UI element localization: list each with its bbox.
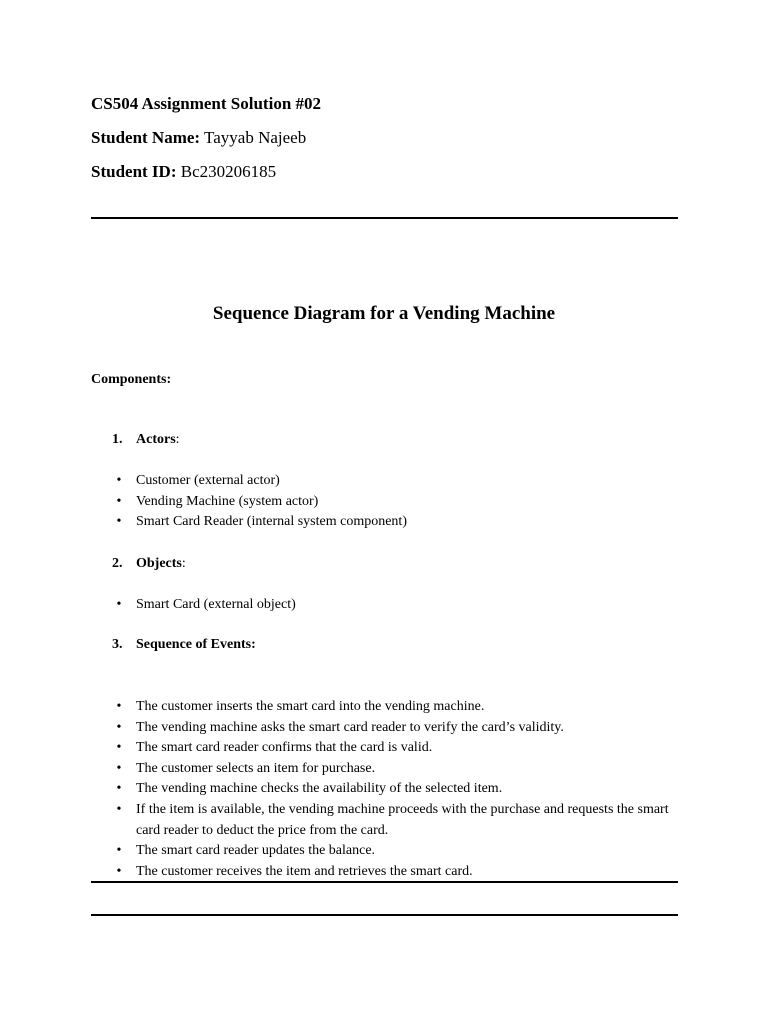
bullet-icon: • <box>116 597 122 612</box>
section-suffix: : <box>181 556 186 571</box>
list-item: • Smart Card (external object) <box>112 595 678 616</box>
list-item: • The customer inserts the smart card into the vending machine. <box>112 697 678 718</box>
section-number: 1. <box>112 432 123 447</box>
events-divider <box>91 881 678 883</box>
student-id-value: Bc230206185 <box>180 162 277 181</box>
list-item: • The smart card reader confirms that the card is valid. <box>112 738 678 759</box>
list-item: • The customer selects an item for purchase. <box>112 759 678 780</box>
bullet-icon: • <box>116 740 122 756</box>
actors-list <box>112 471 678 533</box>
section-actors-heading <box>112 430 180 450</box>
bullet-icon: • <box>116 514 122 530</box>
bullet-icon: • <box>116 473 122 488</box>
bullet-icon: • <box>116 843 122 859</box>
bullet-icon: • <box>116 699 122 714</box>
student-name-line <box>91 127 306 149</box>
list-item: • The customer receives the item and retrieves the smart card. <box>112 862 678 883</box>
list-item: • If the item is available, the vending machine proceeds with the purchase and requests the smart card reader to deduct the price from the card. <box>112 800 678 841</box>
student-id-label: Student ID: <box>91 162 177 181</box>
list-item: • The vending machine asks the smart card reader to verify the card’s validity. <box>112 718 678 739</box>
list-item: • Customer (external actor) <box>112 471 678 492</box>
footer-divider <box>91 914 678 916</box>
section-number: 3. <box>112 637 123 652</box>
list-item: • The smart card reader updates the balance. <box>112 841 678 862</box>
bullet-icon: • <box>116 493 122 509</box>
student-name-label: Student Name: <box>91 128 201 147</box>
header-divider <box>91 217 678 219</box>
components-heading: Components: <box>91 372 172 387</box>
section-label: Objects <box>136 556 182 571</box>
list-item: • Vending Machine (system actor) <box>112 492 678 513</box>
list-item: • The vending machine checks the availability of the selected item. <box>112 779 678 800</box>
section-number: 2. <box>112 556 123 571</box>
bullet-icon: • <box>116 760 122 776</box>
events-list <box>112 697 678 882</box>
list-item: • Smart Card Reader (internal system component) <box>112 512 678 533</box>
section-events-heading <box>112 635 256 655</box>
bullet-icon: • <box>116 801 122 817</box>
document-title: Sequence Diagram for a Vending Machine <box>212 303 556 324</box>
bullet-icon: • <box>116 863 122 879</box>
section-label: Sequence of Events: <box>136 637 256 652</box>
section-label: Actors <box>136 432 176 447</box>
assignment-title: CS504 Assignment Solution #02 <box>91 94 322 113</box>
objects-list <box>112 595 678 616</box>
section-suffix: : <box>175 432 180 447</box>
student-name-value: Tayyab Najeeb <box>204 128 307 147</box>
bullet-icon: • <box>116 719 122 735</box>
section-objects-heading <box>112 554 186 574</box>
bullet-icon: • <box>116 781 122 797</box>
student-id-line <box>91 161 276 183</box>
